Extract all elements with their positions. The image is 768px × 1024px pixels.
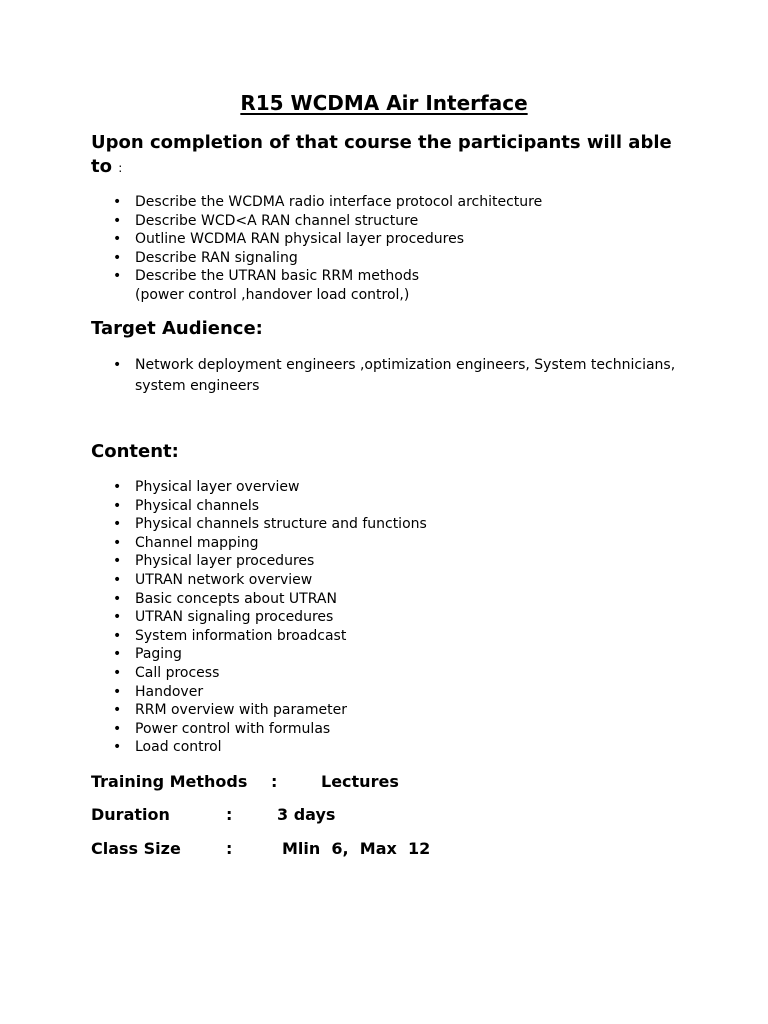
duration-value: 3 days bbox=[277, 805, 336, 824]
intro-colon: : bbox=[118, 161, 123, 175]
list-item: • Describe the UTRAN basic RRM methods (power control ,handover load control,) bbox=[91, 267, 691, 304]
list-item: • Network deployment engineers ,optimization engineers, System technicians, system engineers bbox=[91, 355, 691, 397]
list-item: • Channel mapping bbox=[91, 534, 691, 553]
list-item: • Describe RAN signaling bbox=[91, 249, 691, 268]
list-item: • System information broadcast bbox=[91, 627, 691, 646]
page-title: R15 WCDMA Air Interface bbox=[240, 91, 528, 115]
intro-text: Upon completion of that course the participants will able to bbox=[91, 132, 672, 177]
duration-separator: : bbox=[226, 805, 233, 824]
list-item: • UTRAN network overview bbox=[91, 571, 691, 590]
list-item: • Physical layer overview bbox=[91, 478, 691, 497]
intro-heading bbox=[91, 131, 691, 180]
list-item: • Physical layer procedures bbox=[91, 552, 691, 571]
content-list bbox=[91, 478, 691, 757]
list-item: • Handover bbox=[91, 683, 691, 702]
content-heading: Content: bbox=[91, 441, 179, 462]
list-item: • Paging bbox=[91, 645, 691, 664]
objectives-list bbox=[91, 193, 691, 305]
list-item: • Load control bbox=[91, 738, 691, 757]
class-size-label: Class Size bbox=[91, 839, 181, 858]
audience-heading: Target Audience: bbox=[91, 318, 263, 339]
audience-list bbox=[91, 355, 691, 397]
list-item: • Outline WCDMA RAN physical layer procedures bbox=[91, 230, 691, 249]
class-size-value: Mlin 6, Max 12 bbox=[282, 839, 431, 858]
list-item: • Basic concepts about UTRAN bbox=[91, 590, 691, 609]
list-item: • Power control with formulas bbox=[91, 720, 691, 739]
list-item: • Describe the WCDMA radio interface protocol architecture bbox=[91, 193, 691, 212]
training-methods-label: Training Methods bbox=[91, 772, 248, 791]
list-item: • Call process bbox=[91, 664, 691, 683]
list-item: • Describe WCD<A RAN channel structure bbox=[91, 212, 691, 231]
training-methods-separator: : bbox=[271, 772, 278, 791]
duration-label: Duration bbox=[91, 805, 170, 824]
list-item: • RRM overview with parameter bbox=[91, 701, 691, 720]
training-methods-value: Lectures bbox=[321, 772, 399, 791]
list-item: • Physical channels bbox=[91, 497, 691, 516]
list-item: • UTRAN signaling procedures bbox=[91, 608, 691, 627]
class-size-separator: : bbox=[226, 839, 233, 858]
list-item-continuation: (power control ,handover load control,) bbox=[135, 286, 410, 303]
list-item: • Physical channels structure and functions bbox=[91, 515, 691, 534]
